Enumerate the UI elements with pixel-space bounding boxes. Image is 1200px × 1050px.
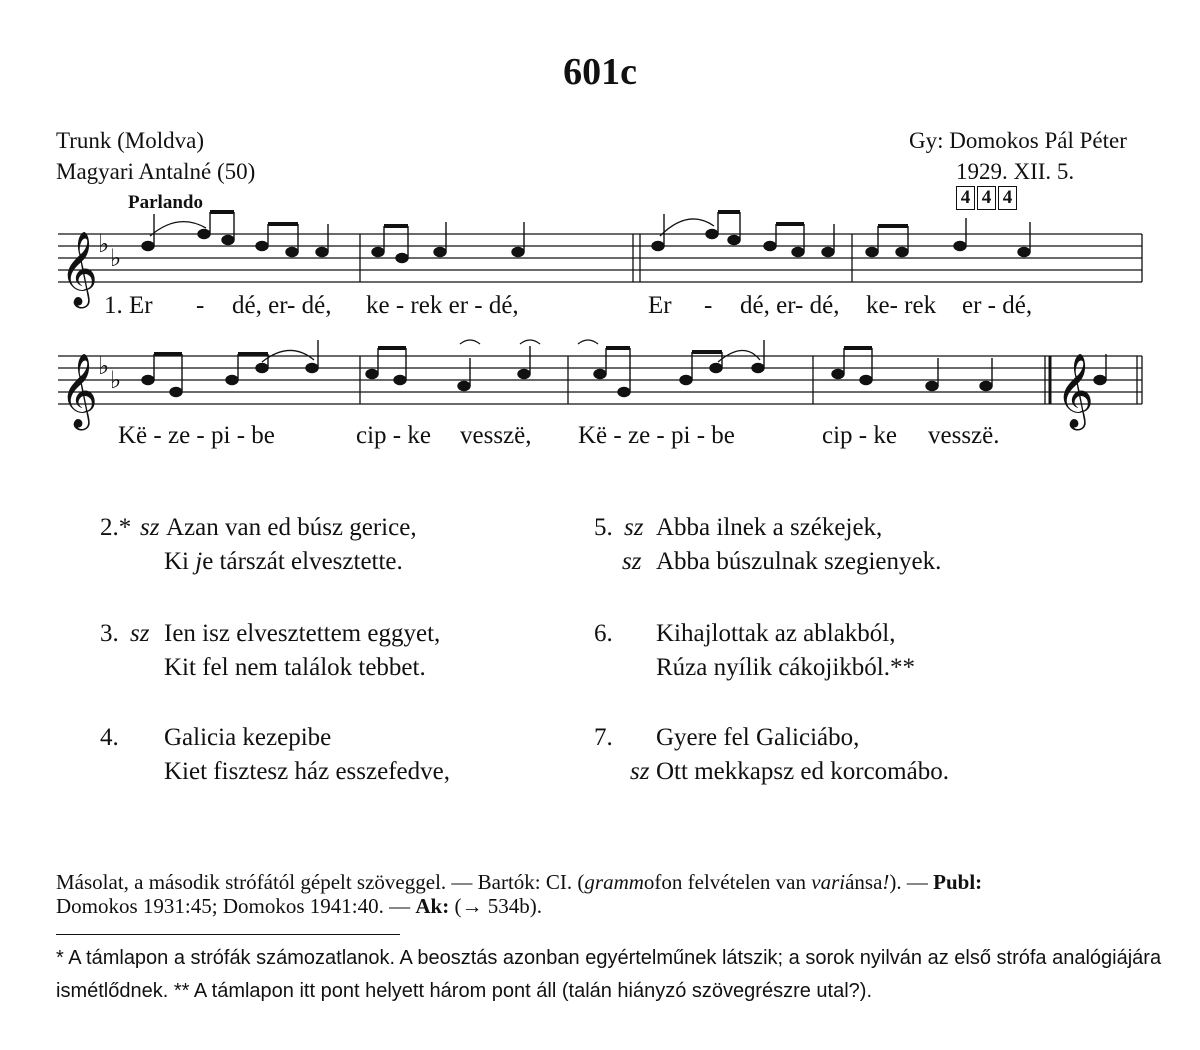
music-staff-notation <box>0 0 1200 470</box>
verse-line: Abba búszulnak szegienyek. <box>656 548 942 575</box>
footnote-text: * A támlapon a strófák számozatlanok. A beosztás azonban egyértelműnek látszik; a sorok nyilván az első strófa analógiájára ismétlődnek. ** A támlapon itt pont helyett három pont áll (talán hiányzó szövegrészre utal?). <box>56 947 1162 1002</box>
verse-line: Gyere fel Galiciábo, <box>656 724 860 751</box>
svg-text:♭: ♭ <box>98 352 110 380</box>
lyric-syllable: cip - ke <box>356 422 431 449</box>
verse-mark: sz <box>130 620 150 647</box>
verse-line: Azan van ed búsz gerice, <box>166 514 417 541</box>
verse-number: 7. <box>594 724 613 751</box>
svg-text:♭: ♭ <box>98 230 110 258</box>
verse-number: 5. <box>594 514 613 541</box>
tempo-marking: Parlando <box>128 192 203 213</box>
verse-number: 2.* <box>100 514 132 541</box>
lyric-syllable: dé, er- dé, <box>232 292 332 319</box>
verse-number: 3. <box>100 620 119 647</box>
lyric-syllable: vesszë, <box>460 422 532 449</box>
lyric-syllable: 1. Er <box>104 292 153 319</box>
page-title: 601c <box>563 51 637 93</box>
verse-line: Kihajlottak az ablakból, <box>656 620 896 647</box>
verse-line: Ki je társzát elvesztette. <box>164 548 403 575</box>
verse-line: Rúza nyílik cákojikból.** <box>656 654 915 681</box>
lyric-syllable: er - dé, <box>962 292 1033 319</box>
verse-number: 6. <box>594 620 613 647</box>
svg-text:𝄞: 𝄞 <box>60 354 98 428</box>
lyric-syllable: Kë - ze - pi - be <box>578 422 735 449</box>
singer-label: Magyari Antalné (50) <box>56 159 256 184</box>
verse-number: 4. <box>100 724 119 751</box>
footnote-divider <box>56 934 400 935</box>
verse-line: Galicia kezepibe <box>164 724 332 751</box>
date-label: 1929. XII. 5. <box>956 159 1075 184</box>
verse-mark: sz <box>622 548 642 575</box>
lyric-syllable: - <box>704 292 713 319</box>
lyric-syllable: - <box>196 292 205 319</box>
svg-text:♭: ♭ <box>110 366 122 394</box>
verse-mark: sz <box>624 514 644 541</box>
verse-line: Kiet fisztesz ház esszefedve, <box>164 758 450 785</box>
verse-mark: sz <box>140 514 160 541</box>
lyric-syllable: dé, er- dé, <box>740 292 840 319</box>
editorial-note: Másolat, a második strófától gépelt szöveggel. — Bartók: CI. (grammofon felvételen van variánsa!). — Publ: Domokos 1931:45; Domokos 1941:40. — Ak: (→ 534b). <box>56 870 983 918</box>
place-label: Trunk (Moldva) <box>56 128 205 153</box>
svg-text:𝄞: 𝄞 <box>1056 354 1094 428</box>
collector-label: Gy: Domokos Pál Péter <box>909 128 1127 153</box>
verse-mark: sz <box>630 758 650 785</box>
verse-line: Kit fel nem találok tebbet. <box>164 654 426 681</box>
meter-digit: 4 <box>977 186 996 210</box>
verse-line: Ott mekkapsz ed korcomábo. <box>656 758 949 785</box>
lyric-syllable: cip - ke <box>822 422 897 449</box>
lyric-syllable: vesszë. <box>928 422 1000 449</box>
verse-line: Abba ilnek a székejek, <box>656 514 883 541</box>
meter-digit: 4 <box>998 186 1017 210</box>
lyric-syllable: Er <box>648 292 672 319</box>
meter-digit: 4 <box>956 186 975 210</box>
lyric-syllable: Kë - ze - pi - be <box>118 422 275 449</box>
lyric-syllable: ke- rek <box>866 292 937 319</box>
verse-line: Ien isz elvesztettem eggyet, <box>164 620 441 647</box>
svg-text:𝄞: 𝄞 <box>60 232 98 306</box>
svg-text:♭: ♭ <box>110 244 122 272</box>
lyric-syllable: ke - rek er - dé, <box>366 292 519 319</box>
